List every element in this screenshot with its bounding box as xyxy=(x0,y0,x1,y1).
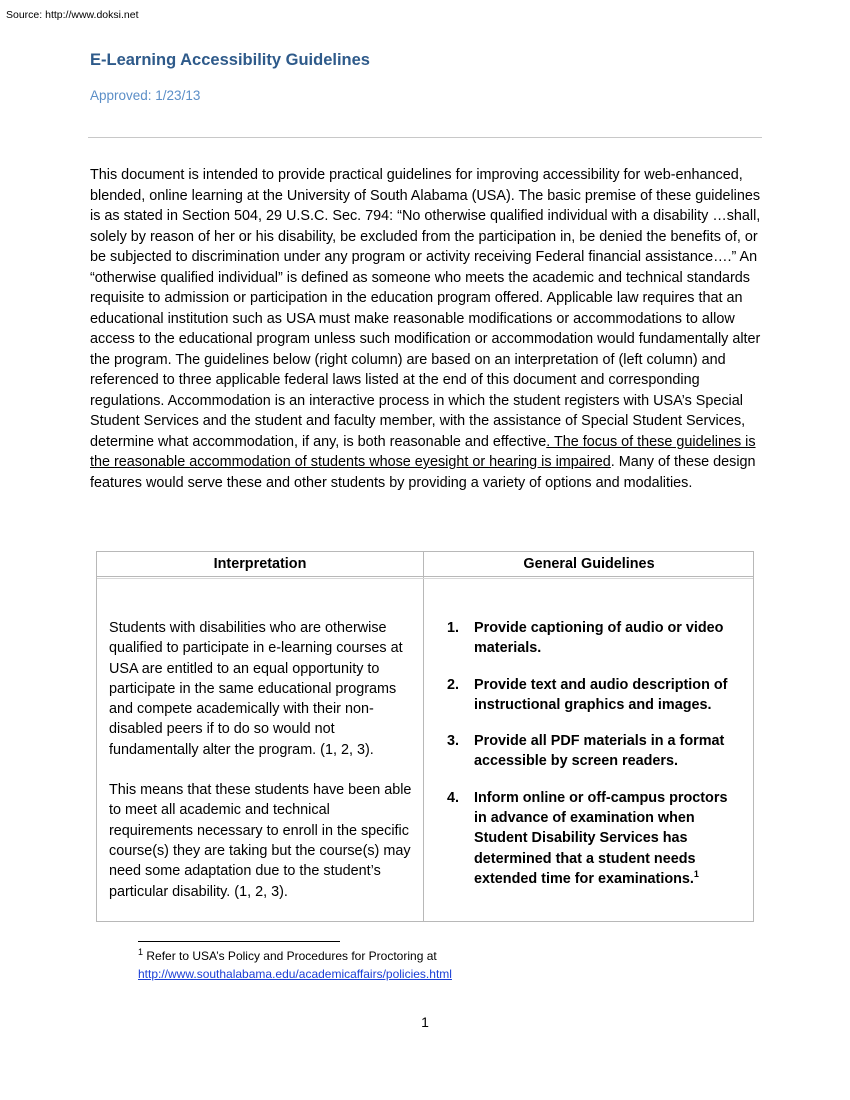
guideline-number: 2. xyxy=(447,676,460,693)
footnote-marker: 1 xyxy=(138,947,144,957)
policies-link[interactable]: http://www.southalabama.edu/academicaffairs/policies.html xyxy=(138,967,452,981)
document-title: E-Learning Accessibility Guidelines xyxy=(90,51,370,69)
guideline-text: Provide all PDF materials in a format accessible by screen readers. xyxy=(474,733,725,770)
column-divider xyxy=(423,552,424,921)
intro-paragraph xyxy=(90,165,762,493)
header-divider xyxy=(88,137,762,138)
guideline-number: 3. xyxy=(447,733,460,750)
interpretation-cell xyxy=(109,618,413,922)
guideline-item xyxy=(447,618,742,659)
guidelines-list xyxy=(447,618,742,905)
header-rule xyxy=(97,576,753,577)
footnote xyxy=(138,947,738,983)
guideline-text: Provide captioning of audio or video materials. xyxy=(474,620,724,657)
header-general-guidelines: General Guidelines xyxy=(523,556,655,572)
guideline-item xyxy=(447,788,742,889)
page-number: 1 xyxy=(421,1014,429,1030)
guideline-item xyxy=(447,675,742,716)
guideline-item xyxy=(447,731,742,772)
guideline-number: 4. xyxy=(447,789,460,806)
header-rule-double xyxy=(97,578,753,579)
footnote-text: Refer to USA’s Policy and Procedures for Proctoring at xyxy=(143,949,437,963)
intro-text-end: . Many of these design features would serve these and other students by providing a variety of options and modalities. xyxy=(90,454,756,491)
interpretation-paragraph: Students with disabilities who are otherwise qualified to participate in e-learning courses at USA are entitled to an equal opportunity to participate in the same educational programs and compete academically with their non-disabled peers if to do so would not fundamentally alter the program. (1, 2, 3). xyxy=(109,620,403,758)
guideline-number: 1. xyxy=(447,620,460,636)
intro-underlined-text: . The focus of these guidelines is the reasonable accommodation of students whose eyesight or hearing is impaired xyxy=(90,433,756,470)
guideline-text: Inform online or off-campus proctors in advance of examination when Student Disability Services has determined that a student needs extended time for examinations. xyxy=(474,789,728,887)
approved-date: Approved: 1/23/13 xyxy=(90,88,201,103)
intro-text: This document is intended to provide practical guidelines for improving accessibility for web-enhanced, blended, online learning at the University of South Alabama (USA). The basic premise of these guidelines is as stated in Section 504, 29 U.S.C. Sec. 794: “No otherwise qualified individual with a disability …shall, solely by reason of her or his disability, be excluded from the participation in, be denied the benefits of, or be subjected to discrimination under any program or activity receiving Federal financial assistance….” An “otherwise qualified individual” is defined as someone who meets the academic and technical standards requisite to admission or participation in the education program offered. Applicable law requires that an educational institution such as USA must make reasonable modifications or accommodations to allow access to the educational program unless such modification or accommodation would fundamentally alter the program. The guidelines below (right column) are based on an interpretation of (left column) and referenced to three applicable federal laws listed at the end of this document and corresponding regulations. Accommodation is an interactive process in which the student registers with USA’s Special Student Services and the student and faculty member, with the assistance of Special Student Services, determine what accommodation, if any, is both reasonable and effective xyxy=(90,167,761,450)
interpretation-paragraph: This means that these students have been able to meet all academic and technical requirements necessary to enroll in the specific course(s) they are taking but the course(s) may need some adaptation due to the student’s particular disability. (1, 2, 3). xyxy=(109,782,412,900)
footnote-separator xyxy=(138,941,340,942)
source-label: Source: http://www.doksi.net xyxy=(6,9,139,21)
guideline-text: Provide text and audio description of instructional graphics and images. xyxy=(474,676,728,713)
guidelines-table xyxy=(96,551,754,922)
header-interpretation: Interpretation xyxy=(213,556,307,572)
footnote-reference[interactable]: 1 xyxy=(693,869,699,880)
